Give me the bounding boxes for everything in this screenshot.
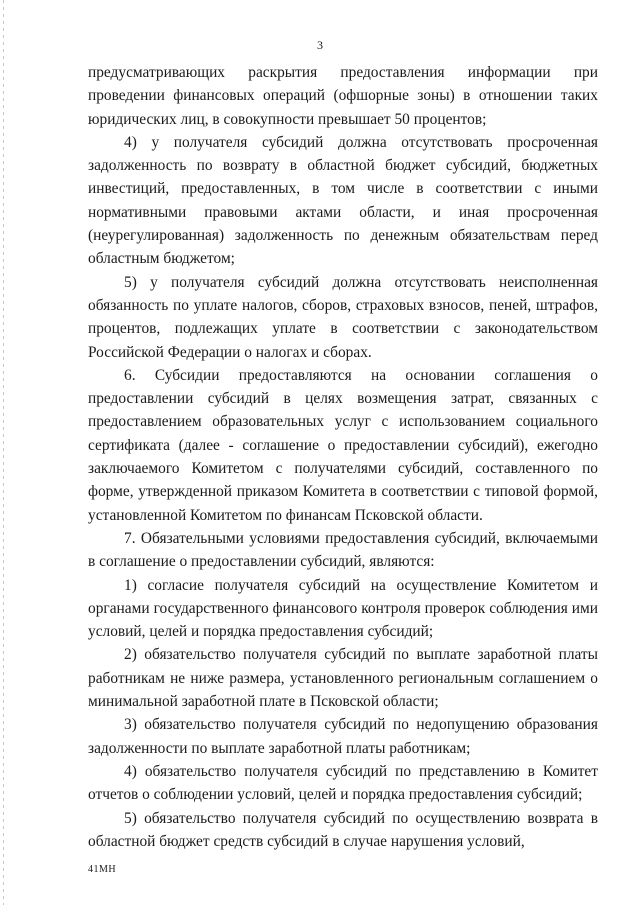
paragraph-condition-2: 2) обязательство получателя субсидий по выплате заработной платы работникам не ниже размера, установленного региональным соглашением о минимальной заработной плате в Псковской области; <box>88 646 598 711</box>
footer-document-code: 41МН <box>88 864 117 875</box>
scan-edge-artifact <box>3 0 4 905</box>
paragraph-item-5: 5) у получателя субсидий должна отсутствовать неисполненная обязанность по уплате налогов, сборов, страховых взносов, пеней, штрафов, процентов, подлежащих уплате в соответствии с законодательством Российской Федерации о налогах и сборах. <box>88 273 598 361</box>
paragraph-clause-7: 7. Обязательными условиями предоставления субсидий, включаемыми в соглашение о предоставлении субсидий, являются: <box>88 529 598 571</box>
paragraph-condition-4: 4) обязательство получателя субсидий по представлению в Комитет отчетов о соблюдении условий, целей и порядка предоставления субсидий; <box>88 762 598 804</box>
paragraph-condition-5: 5) обязательство получателя субсидий по осуществлению возврата в областной бюджет средств субсидий в случае нарушения условий, <box>88 809 598 850</box>
paragraph-condition-1: 1) согласие получателя субсидий на осуществление Комитетом и органами государственного финансового контроля проверок соблюдения ими условий, целей и порядка предоставления субсидий; <box>88 576 598 641</box>
document-body <box>88 61 598 853</box>
paragraph-clause-6: 6. Субсидии предоставляются на основании соглашения о предоставлении субсидий в целях возмещения затрат, связанных с предоставлением образовательных услуг с использованием социального сертификата (далее - соглашение о предоставлении субсидий), ежегодно заключаемого Комитетом с получателями субсидий, составленного по форме, утвержденной приказом Комитета в соответствии с типовой формой, установленной Комитетом по финансам Псковской области. <box>88 366 598 524</box>
page-number: 3 <box>317 38 323 52</box>
paragraph-continuation: предусматривающих раскрытия предоставления информации при проведении финансовых операций (офшорные зоны) в отношении таких юридических лиц, в совокупности превышает 50 процентов; <box>88 64 598 128</box>
paragraph-condition-3: 3) обязательство получателя субсидий по недопущению образования задолженности по выплате заработной платы работникам; <box>88 716 598 757</box>
paragraph-item-4: 4) у получателя субсидий должна отсутствовать просроченная задолженность по возврату в областной бюджет субсидий, бюджетных инвестиций, предоставленных, в том числе в соответствии с иными нормативными правовыми актами области, и иная просроченная (неурегулированная) задолженность по денежным обязательствам перед областным бюджетом; <box>88 133 598 268</box>
